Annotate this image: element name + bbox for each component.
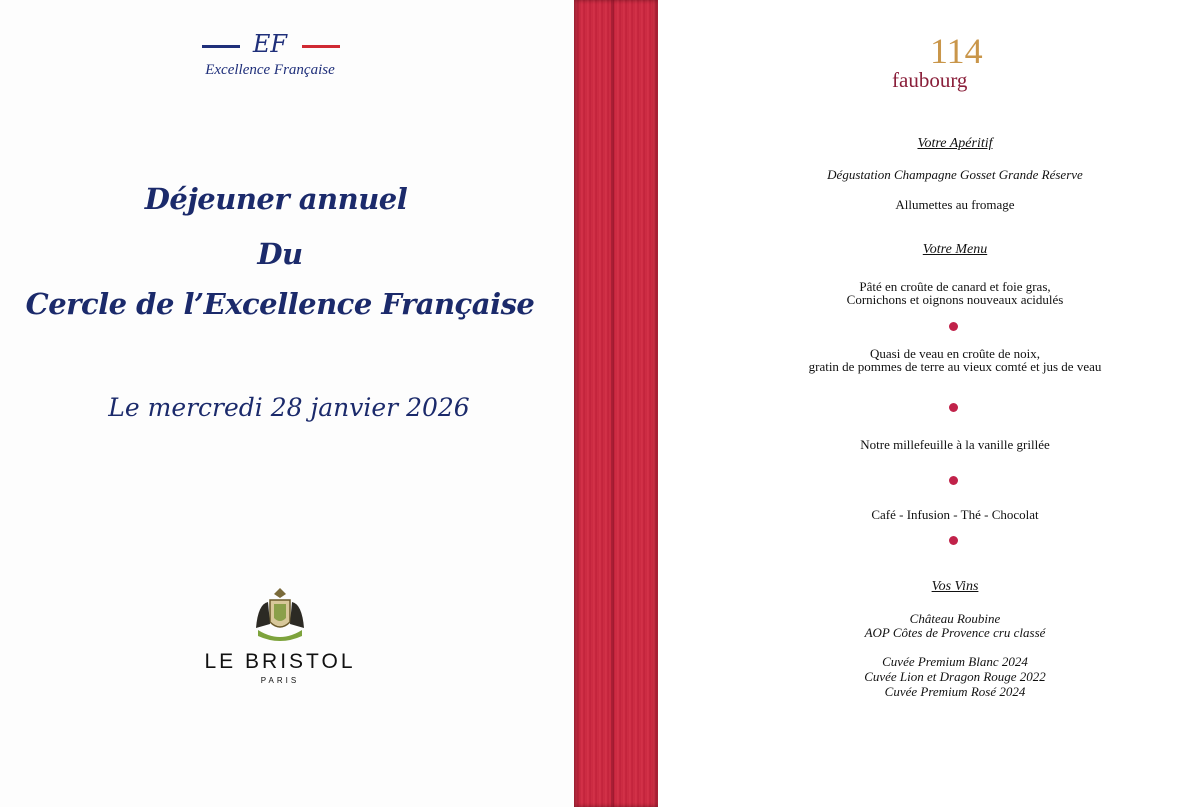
bristol-crest-icon [250,584,310,646]
aperitif-heading: Votre Apéritif [917,136,993,151]
logo-number: 114 [930,31,983,71]
flag-red-line [302,45,340,48]
ef-monogram: EF [252,30,288,58]
wine-line: Cuvée Lion et Dragon Rouge 2022 [864,669,1046,684]
flag-blue-line [202,45,240,48]
hotel-city: PARIS [260,676,300,685]
wine-line: AOP Côtes de Provence cru classé [864,625,1046,640]
title-line-2: Du [257,237,303,271]
aperitif-item: Dégustation Champagne Gosset Grande Réserve [827,167,1083,182]
wines-heading: Vos Vins [931,579,979,594]
wine-line: Cuvée Premium Rosé 2024 [884,684,1026,699]
flower-divider-icon [949,322,958,331]
ribbon-fold [611,0,614,807]
event-date: Le mercredi 28 janvier 2026 [108,393,470,422]
course-line: Notre millefeuille à la vanille grillée [860,437,1050,452]
red-ribbon [574,0,658,807]
course-line: Cornichons et oignons nouveaux acidulés [846,292,1064,307]
ef-name: Excellence Française [205,62,335,78]
wine-line: Cuvée Premium Blanc 2024 [882,654,1028,669]
course-line: Café - Infusion - Thé - Chocolat [871,507,1039,522]
aperitif-item: Allumettes au fromage [895,197,1015,212]
wine-line: Château Roubine [909,611,1001,626]
flower-divider-icon [949,536,958,545]
title-line-3: Cercle de l’Excellence Française [25,287,535,321]
title-line-1: Déjeuner annuel [144,182,408,216]
hotel-name: LE BRISTOL [204,650,356,673]
course-line: Pâté en croûte de canard et foie gras, [859,279,1051,294]
excellence-francaise-logo [190,28,350,88]
menu-heading: Votre Menu [922,242,988,257]
logo-word: faubourg [892,68,968,92]
flower-divider-icon [949,403,958,412]
course-line: Quasi de veau en croûte de noix, [869,346,1041,361]
course-line: gratin de pommes de terre au vieux comté et jus de veau [808,359,1102,374]
flower-divider-icon [949,476,958,485]
faubourg-logo [890,28,1010,98]
